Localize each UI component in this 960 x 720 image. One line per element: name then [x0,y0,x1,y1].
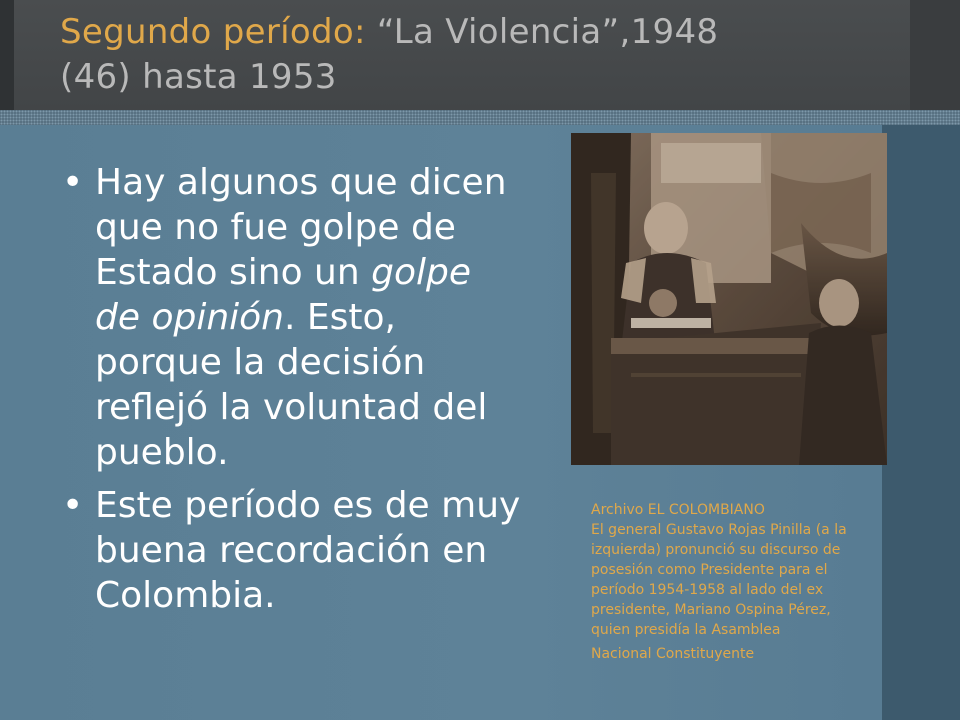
bullet-text: Este período es de muy buena recordación en Colombia. [95,485,521,616]
dotted-divider [0,110,960,125]
bullet-dot-icon: • [62,485,84,526]
bullet-dot-icon: • [62,162,84,203]
caption-line: quien presidía la Asamblea [591,622,781,638]
caption-line: período 1954-1958 al lado del ex [591,582,824,598]
historical-photo [571,133,887,465]
bullet-text-after: . Esto, porque la decisión reflejó la voluntad del pueblo. [95,297,488,473]
bullet-item [62,483,522,618]
title-line-two: (46) hasta 1953 [60,57,337,97]
title-bar-accent [0,0,14,110]
title-accent-text: Segundo período: [60,12,366,52]
caption-line: izquierda) pronunció su discurso de [591,542,841,558]
caption-line: posesión como Presidente para el [591,562,828,578]
photo-caption [591,500,931,664]
caption-line: El general Gustavo Rojas Pinilla (a la [591,522,847,538]
photo-illustration-icon [571,133,887,465]
bullet-text-italic: golpe de opinión [95,252,472,338]
title-bar [0,0,960,110]
caption-line: Nacional Constituyente [591,646,755,662]
title-rest-text: “La Violencia”,1948 [365,12,719,52]
bullet-text-before: Hay algunos que dicen que no fue golpe de Estado sino un [95,162,507,293]
caption-line: presidente, Mariano Ospina Pérez, [591,602,831,618]
bullet-list [62,160,522,626]
slide-title [60,10,920,100]
caption-line: Archivo EL COLOMBIANO [591,502,765,518]
bullet-item [62,160,522,475]
